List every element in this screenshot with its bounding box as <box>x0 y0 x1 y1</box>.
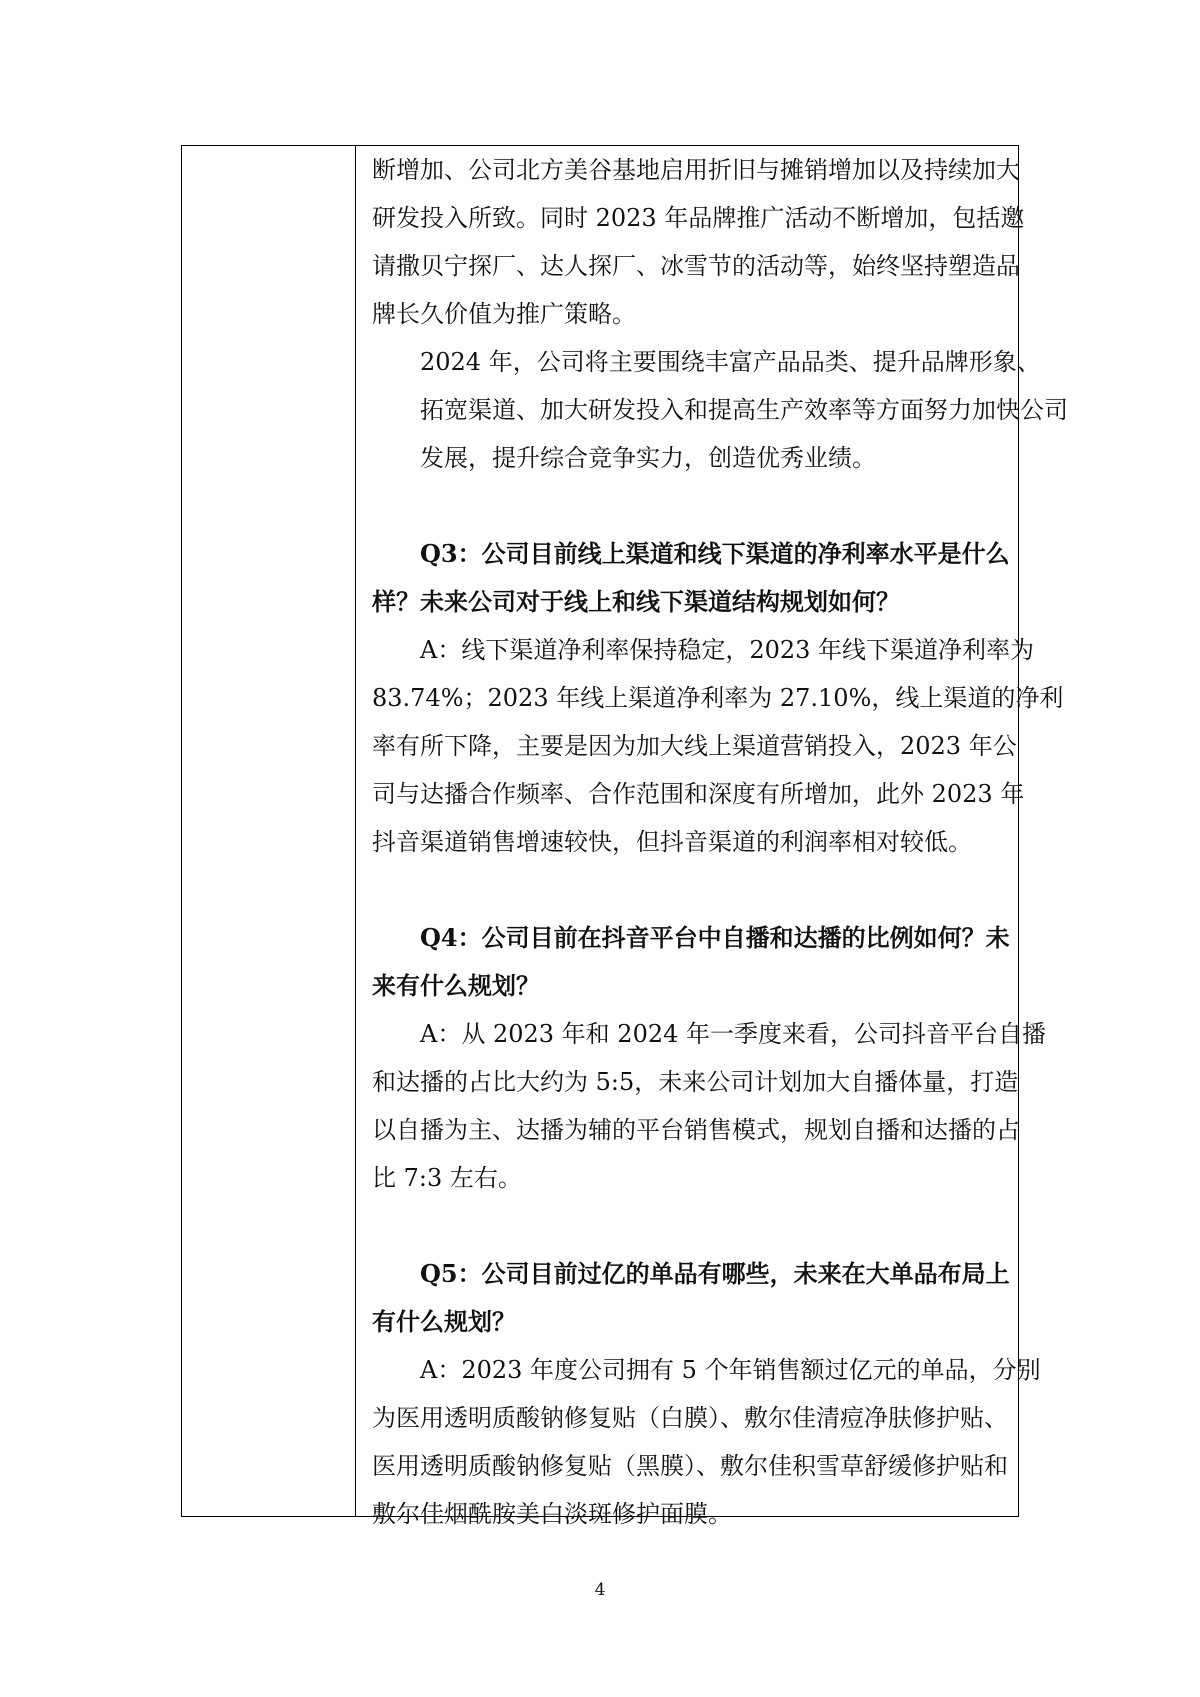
text-line: 请撒贝宁探厂、达人探厂、冰雪节的活动等，始终坚持塑造品 <box>372 252 1020 280</box>
text-line: 来有什么规划？ <box>372 971 540 1000</box>
text-line: 和达播的占比大约为 5:5，未来公司计划加大自播体量，打造 <box>372 1068 1019 1096</box>
text-line: 拓宽渠道、加大研发投入和提高生产效率等方面努力加快公司 <box>420 396 1068 424</box>
table-label-column <box>182 146 356 1516</box>
answer-a5 <box>372 1346 1041 1538</box>
text-line: 医用透明质酸钠修复贴（黑膜）、敷尔佳积雪草舒缓修护贴和 <box>372 1452 1008 1480</box>
paragraph-2024-plan <box>372 338 1068 482</box>
table-content-cell <box>372 146 1068 1538</box>
text-line: 率有所下降，主要是因为加大线上渠道营销投入，2023 年公 <box>372 732 1017 760</box>
text-line: A：2023 年度公司拥有 5 个年销售额过亿元的单品，分别 <box>420 1356 1041 1384</box>
answer-a4 <box>372 1010 1047 1202</box>
text-line: A：从 2023 年和 2024 年一季度来看，公司抖音平台自播 <box>420 1020 1047 1048</box>
page-number: 4 <box>594 1580 606 1600</box>
text-line: Q4：公司目前在抖音平台中自播和达播的比例如何？未 <box>420 923 1010 952</box>
text-line: 83.74%；2023 年线上渠道净利率为 27.10%，线上渠道的净利 <box>372 684 1064 712</box>
record-table <box>181 145 1068 1528</box>
text-line: Q5：公司目前过亿的单品有哪些，未来在大单品布局上 <box>420 1259 1010 1288</box>
text-line: 为医用透明质酸钠修复贴（白膜）、敷尔佳清痘净肤修护贴、 <box>372 1404 1008 1432</box>
text-line: 发展，提升综合竞争实力，创造优秀业绩。 <box>420 444 876 472</box>
text-line: 牌长久价值为推广策略。 <box>372 300 636 328</box>
answer-a3 <box>372 626 1064 866</box>
text-line: 比 7:3 左右。 <box>372 1164 522 1192</box>
text-line: 抖音渠道销售增速较快，但抖音渠道的利润率相对较低。 <box>372 828 972 856</box>
text-line: Q3：公司目前线上渠道和线下渠道的净利率水平是什么 <box>420 539 1010 568</box>
text-line: 以自播为主、达播为辅的平台销售模式，规划自播和达播的占 <box>372 1116 1020 1144</box>
question-q5 <box>372 1250 1008 1346</box>
question-q3 <box>372 530 1008 626</box>
text-line: A：线下渠道净利率保持稳定，2023 年线下渠道净利率为 <box>420 636 1035 664</box>
question-q4 <box>372 914 1008 1010</box>
text-line: 敷尔佳烟酰胺美白淡斑修护面膜。 <box>372 1500 732 1528</box>
text-line: 2024 年，公司将主要围绕丰富产品品类、提升品牌形象、 <box>420 348 1041 376</box>
text-line: 研发投入所致。同时 2023 年品牌推广活动不断增加，包括邀 <box>372 204 1025 232</box>
text-line: 有什么规划？ <box>372 1307 516 1336</box>
paragraph-cost-explanation <box>372 146 1025 338</box>
text-line: 司与达播合作频率、合作范围和深度有所增加，此外 2023 年 <box>372 780 1025 808</box>
text-line: 断增加、公司北方美谷基地启用折旧与摊销增加以及持续加大 <box>372 156 1020 184</box>
text-line: 样？未来公司对于线上和线下渠道结构规划如何？ <box>372 587 900 616</box>
